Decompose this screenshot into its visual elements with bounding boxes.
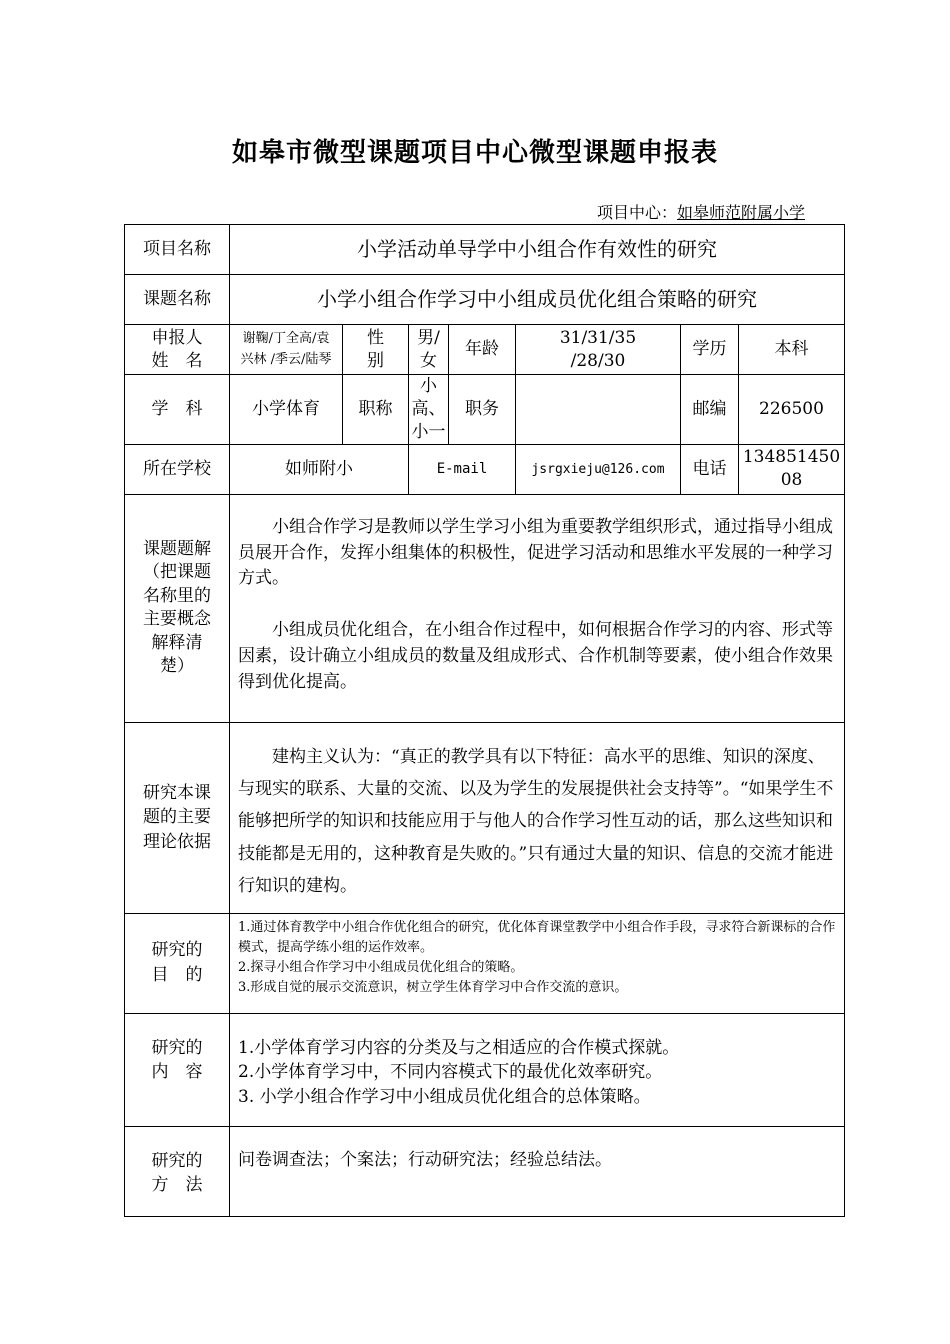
label-method-line: 方 法 (151, 1175, 203, 1196)
label-method (125, 1126, 230, 1216)
row-purpose (125, 913, 845, 1013)
label-phone: 电话 (681, 444, 739, 494)
value-phone-line2: 08 (780, 470, 803, 491)
label-education: 学历 (681, 325, 739, 375)
value-job-title-line1: 小高、 (411, 376, 446, 419)
label-theory (125, 722, 230, 913)
label-explain-line: （把课题 (143, 562, 211, 583)
label-theory-line: 题的主要 (143, 807, 211, 828)
label-method-line: 研究的 (151, 1150, 203, 1171)
value-position (516, 375, 681, 445)
value-phone-line1: 134851450 (742, 447, 841, 468)
label-theory-line: 理论依据 (143, 832, 211, 853)
value-email: jsrgxieju@126.com (516, 444, 681, 494)
content-item: 3. 小学小组合作学习中小组成员优化组合的总体策略。 (238, 1087, 651, 1108)
value-ages-line2: /28/30 (570, 350, 626, 371)
explain-paragraph: 小组合作学习是教师以学生学习小组为重要教学组织形式，通过指导小组成员展开合作，发挥小组集体的积极性，促进学习活动和思维水平发展的一种学习方式。 (238, 516, 833, 589)
value-applicants-line2: 兴林 /季云/陆琴 (240, 351, 332, 367)
purpose-item: 2.探寻小组合作学习中小组成员优化组合的策略。 (238, 960, 524, 976)
row-applicant (125, 325, 845, 375)
row-theory (125, 722, 845, 913)
label-project-name: 项目名称 (125, 225, 230, 275)
label-gender-line1: 性 (367, 327, 384, 348)
page-title: 如皋市微型课题项目中心微型课题申报表 (231, 138, 718, 168)
label-gender (343, 325, 409, 375)
label-position: 职务 (449, 375, 516, 445)
value-project-name: 小学活动单导学中小组合作有效性的研究 (230, 225, 845, 275)
label-school: 所在学校 (125, 444, 230, 494)
project-center-label: 项目中心： (596, 203, 677, 222)
value-topic-name: 小学小组合作学习中小组成员优化组合策略的研究 (230, 275, 845, 325)
value-explain (230, 494, 845, 722)
value-ages (516, 325, 681, 375)
label-explain-line: 楚） (160, 656, 194, 677)
application-form (124, 224, 845, 1217)
value-method: 问卷调查法；个案法；行动研究法；经验总结法。 (230, 1126, 845, 1216)
row-topic-name (125, 275, 845, 325)
label-applicant (125, 325, 230, 375)
value-subject: 小学体育 (230, 375, 343, 445)
project-center (597, 200, 805, 223)
row-content (125, 1013, 845, 1126)
label-content-line: 研究的 (151, 1037, 203, 1058)
label-explain-line: 主要概念 (143, 609, 211, 630)
label-postcode: 邮编 (681, 375, 739, 445)
row-school (125, 444, 845, 494)
label-topic-name: 课题名称 (125, 275, 230, 325)
label-applicant-line1: 申报人 (151, 327, 203, 348)
explain-paragraph: 小组成员优化组合，在小组合作过程中，如何根据合作学习的内容、形式等因素，设计确立小组成员的数量及组成形式、合作机制等要素，使小组合作效果得到优化提高。 (238, 620, 833, 692)
purpose-item: 3.形成自觉的展示交流意识，树立学生体育学习中合作交流的意识。 (238, 980, 628, 996)
theory-paragraph: 建构主义认为：“真正的教学具有以下特征：高水平的思维、知识的深度、与现实的联系、大量的交流、以及为学生的发展提供社会支持等”。“如果学生不能够把所学的知识和技能应用于与他人的合作学习性互动的话，那么这些知识和技能都是无用的，这种教育是失败的。”只有通过大量的知识、信息的交流才能进行知识的建构。 (238, 746, 834, 896)
value-theory (230, 722, 845, 913)
content-item: 1.小学体育学习内容的分类及与之相适应的合作模式探就。 (238, 1037, 680, 1058)
value-purpose (230, 913, 845, 1013)
label-explain-line: 名称里的 (143, 585, 211, 606)
label-theory-line: 研究本课 (143, 782, 211, 803)
label-explain-line: 课题题解 (143, 538, 211, 559)
purpose-item: 1.通过体育教学中小组合作优化组合的研究，优化体育课堂教学中小组合作手段，寻求符合新课标的合作模式，提高学练小组的运作效率。 (238, 919, 836, 955)
label-explain-line: 解释清 (151, 632, 203, 653)
label-applicant-line2: 姓 名 (151, 350, 203, 371)
value-ages-line1: 31/31/35 (559, 327, 637, 348)
label-age: 年龄 (449, 325, 516, 375)
value-job-title (409, 375, 449, 445)
row-explain (125, 494, 845, 722)
label-job-title: 职称 (343, 375, 409, 445)
label-purpose-line: 目 的 (151, 965, 203, 986)
content-item: 2.小学体育学习中，不同内容模式下的最优化效率研究。 (238, 1062, 663, 1083)
project-center-value: 如皋师范附属小学 (676, 203, 805, 222)
value-phone (739, 444, 845, 494)
row-subject (125, 375, 845, 445)
value-gender: 男/女 (409, 325, 449, 375)
label-content-line: 内 容 (151, 1062, 203, 1083)
value-content (230, 1013, 845, 1126)
label-gender-line2: 别 (367, 350, 384, 371)
label-explain (125, 494, 230, 722)
value-postcode: 226500 (739, 375, 845, 445)
value-education: 本科 (739, 325, 845, 375)
row-project-name (125, 225, 845, 275)
label-purpose-line: 研究的 (151, 939, 203, 960)
label-content (125, 1013, 230, 1126)
label-email: E-mail (409, 444, 516, 494)
label-subject: 学 科 (125, 375, 230, 445)
value-applicants-line1: 谢鞠/丁全高/袁 (242, 331, 330, 347)
value-applicants (230, 325, 343, 375)
row-method (125, 1126, 845, 1216)
label-purpose (125, 913, 230, 1013)
value-school: 如师附小 (230, 444, 409, 494)
value-job-title-line2: 小一 (411, 421, 446, 442)
